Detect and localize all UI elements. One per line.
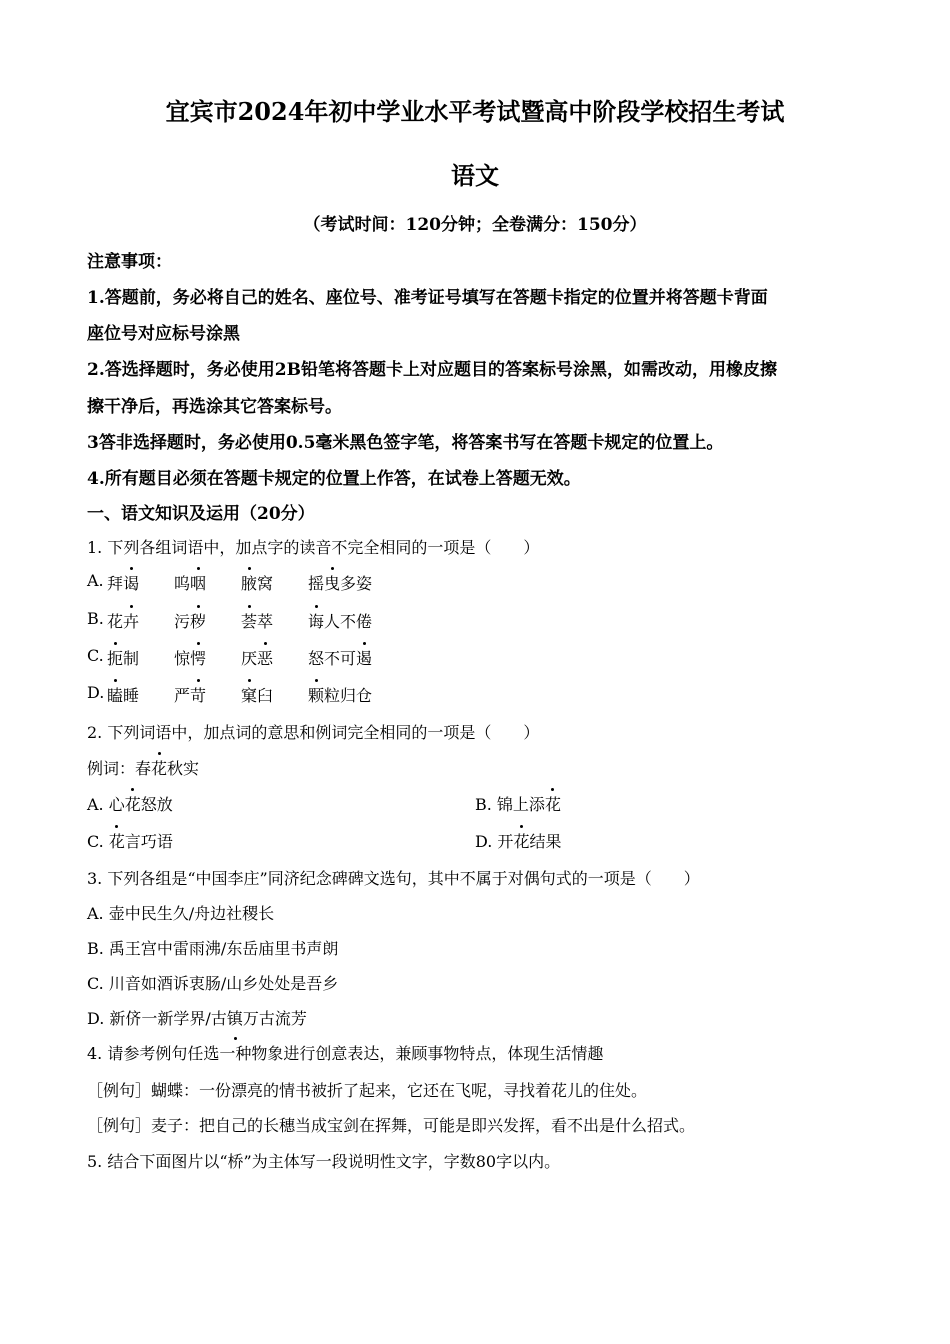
note-2-line-1: 2.答选择题时，务必使用2B铅笔将答题卡上对应题目的答案标号涂黑，如需改动，用橡皮擦	[87, 360, 777, 380]
notes-heading: 注意事项：	[87, 252, 172, 272]
note-4: 4.所有题目必须在答题卡规定的位置上作答，在试卷上答题无效。	[87, 469, 581, 489]
q3-option-d: D. 新侪一新学界/古镇万古流芳	[87, 1009, 307, 1028]
q3-option-a: A. 壶中民生久/舟边社稷长	[87, 904, 275, 923]
word: 颗粒归仓	[308, 683, 372, 706]
option-label: D.	[87, 683, 105, 702]
section-1-heading: 一、语文知识及运用（20分）	[87, 504, 315, 524]
exam-meta: （考试时间：120分钟；全卷满分：150分）	[303, 215, 647, 235]
word: 扼制	[107, 646, 139, 669]
q4-stem: 4. 请参考例句任选一种物象进行创意表达，兼顾事物特点，体现生活情趣	[87, 1041, 603, 1064]
word: 厌恶	[241, 646, 273, 669]
word: 窠臼	[241, 683, 273, 706]
q2-option-b: B. 锦上添花	[475, 792, 561, 815]
q3-option-b: B. 禹王宫中雷雨沸/东岳庙里书声朗	[87, 939, 339, 958]
word: 荟萃	[241, 609, 273, 632]
note-1-line-2: 座位号对应标号涂黑	[87, 324, 240, 344]
word: 污秽	[174, 609, 206, 632]
q5-stem: 5. 结合下面图片以“桥”为主体写一段说明性文字，字数80字以内。	[87, 1152, 561, 1171]
q3-stem: 3. 下列各组是“中国李庄”同济纪念碑碑文选句，其中不属于对偶句式的一项是（ ）	[87, 869, 700, 888]
word: 腋窝	[241, 571, 273, 594]
word: 花卉	[107, 609, 139, 632]
word: 瞌睡	[107, 683, 139, 706]
word: 呜咽	[174, 571, 206, 594]
note-3: 3答非选择题时，务必使用0.5毫米黑色签字笔，将答案书写在答题卡规定的位置上。	[87, 433, 724, 453]
q1-stem: 1. 下列各组词语中，加点字的读音不完全相同的一项是（ ）	[87, 538, 540, 557]
q2-option-c: C. 花言巧语	[87, 829, 173, 852]
option-label: B.	[87, 609, 104, 628]
q2-stem: 2. 下列词语中，加点词的意思和例词完全相同的一项是（ ）	[87, 723, 540, 742]
word: 惊愕	[174, 646, 206, 669]
q4-example-1: ［例句］蝴蝶：一份漂亮的情书被折了起来，它还在飞呢，寻找着花儿的住处。	[87, 1081, 648, 1100]
word: 摇曳多姿	[308, 571, 372, 594]
note-2-line-2: 擦干净后，再选涂其它答案标号。	[87, 397, 342, 417]
q2-example: 例词：春花秋实	[87, 756, 199, 779]
note-1-line-1: 1.答题前，务必将自己的姓名、座位号、准考证号填写在答题卡指定的位置并将答题卡背面	[87, 288, 768, 308]
word: 怒不可遏	[308, 646, 372, 669]
q2-option-a: A. 心花怒放	[87, 792, 173, 815]
word: 严苛	[174, 683, 206, 706]
exam-title: 宜宾市2024年初中学业水平考试暨高中阶段学校招生考试	[165, 97, 785, 126]
q4-example-2: ［例句］麦子：把自己的长穗当成宝剑在挥舞，可能是即兴发挥，看不出是什么招式。	[87, 1116, 696, 1135]
word: 拜谒	[107, 571, 139, 594]
option-label: C.	[87, 646, 104, 665]
q3-option-c: C. 川音如酒诉衷肠/山乡处处是吾乡	[87, 974, 339, 993]
word: 诲人不倦	[308, 609, 372, 632]
q2-option-d: D. 开花结果	[475, 829, 561, 852]
subject-title: 语文	[451, 161, 499, 190]
option-label: A.	[87, 571, 104, 590]
